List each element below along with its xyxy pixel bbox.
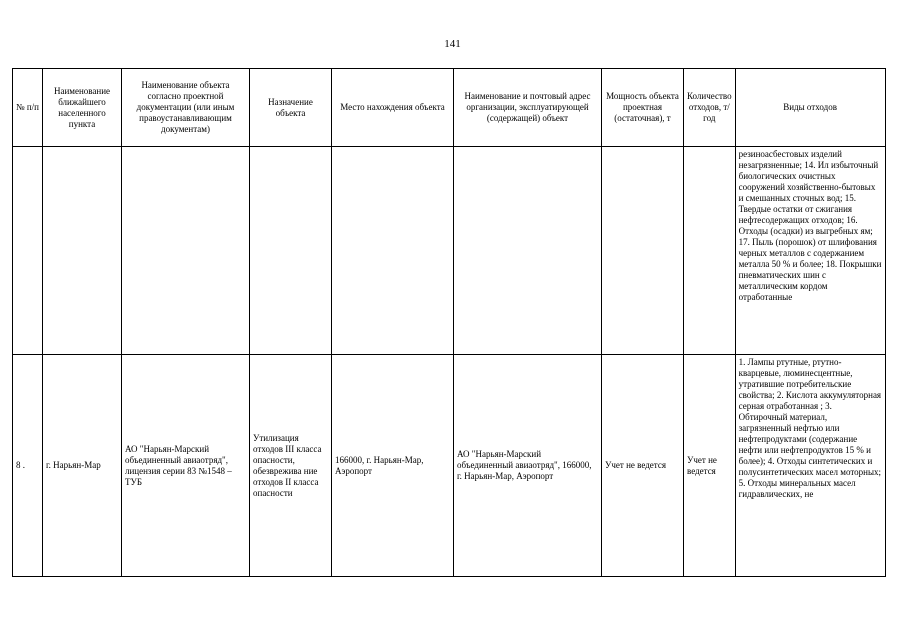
- waste-objects-table: [12, 68, 886, 577]
- header-operator: Наименование и почтовый адрес организации, эксплуатирующей (содержащей) объект: [454, 69, 602, 147]
- header-settlement: Наименование ближайшего населенного пункта: [43, 69, 122, 147]
- cell-object-name: АО "Нарьян-Марский объединенный авиаотряд", лицензия серии 83 №1548 – ТУБ: [122, 355, 250, 577]
- cell-capacity: Учет не ведется: [602, 355, 684, 577]
- cell-object-name: [122, 147, 250, 355]
- cell-num: [13, 147, 43, 355]
- header-object-name: Наименование объекта согласно проектной документации (или иным правоустанавливающим документам): [122, 69, 250, 147]
- table-row-continuation: [13, 147, 886, 355]
- cell-settlement: г. Нарьян-Мар: [43, 355, 122, 577]
- cell-quantity: [684, 147, 736, 355]
- header-capacity: Мощность объекта проектная (остаточная), т: [602, 69, 684, 147]
- cell-waste-types: 1. Лампы ртутные, ртутно-кварцевые, люминесцентные, утратившие потребительские свойства; 2. Кислота аккумуляторная серная отработанная ; 3. Обтирочный материал, загрязненный нефтью или нефтепродуктами (содержание нефти или нефтепродуктов 15 % и более); 4. Отходы синтетических и полусинтетических масел моторных; 5. Отходы минеральных масел гидравлических, не: [735, 355, 885, 577]
- header-waste-types: Виды отходов: [735, 69, 885, 147]
- header-num: № п/п: [13, 69, 43, 147]
- cell-purpose: Утилизация отходов III класса опасности, обезврежива ние отходов II класса опасности: [250, 355, 332, 577]
- cell-num: 8 .: [13, 355, 43, 577]
- cell-purpose: [250, 147, 332, 355]
- cell-location: [332, 147, 454, 355]
- table-header-row: [13, 69, 886, 147]
- cell-operator: АО "Нарьян-Марский объединенный авиаотряд", 166000, г. Нарьян-Мар, Аэропорт: [454, 355, 602, 577]
- table-row-8: [13, 355, 886, 577]
- header-location: Место нахождения объекта: [332, 69, 454, 147]
- cell-operator: [454, 147, 602, 355]
- header-purpose: Назначение объекта: [250, 69, 332, 147]
- cell-location: 166000, г. Нарьян-Мар, Аэропорт: [332, 355, 454, 577]
- cell-waste-types: резиноасбестовых изделий незагрязненные; 14. Ил избыточный биологических очистных сооружений хозяйственно-бытовых и смешанных сточных вод; 15. Твердые остатки от сжигания нефтесодержащих отходов; 16. Отходы (осадки) из выгребных ям; 17. Пыль (порошок) от шлифования черных металлов с содержанием металла 50 % и более; 18. Покрышки пневматических шин с металлическим кордом отработанные: [735, 147, 885, 355]
- cell-capacity: [602, 147, 684, 355]
- cell-quantity: Учет не ведется: [684, 355, 736, 577]
- header-quantity: Количество отходов, т/год: [684, 69, 736, 147]
- page-number: 141: [444, 38, 461, 50]
- cell-settlement: [43, 147, 122, 355]
